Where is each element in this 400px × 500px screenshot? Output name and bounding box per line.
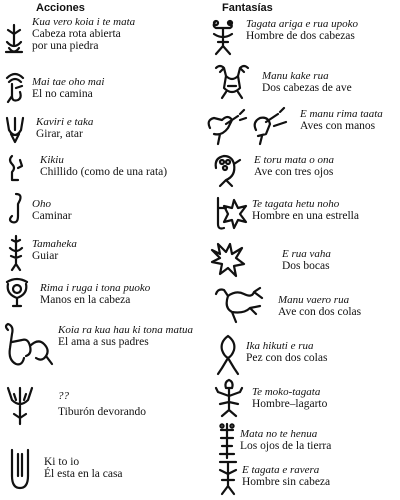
entry-meaning: El no camina — [32, 88, 93, 100]
three-eyed-bird-glyph — [210, 150, 250, 190]
entry-name: Ika hikuti e rua — [246, 340, 314, 352]
entry-meaning: Tiburón devorando — [58, 406, 147, 418]
not-walking-glyph — [4, 70, 26, 106]
in-the-house-glyph — [6, 446, 34, 494]
entry-name: Kua vero koia i te mata — [32, 16, 136, 28]
walk-glyph — [6, 190, 26, 228]
hands-on-head-glyph — [4, 276, 30, 310]
entry-meaning: Dos cabezas de ave — [262, 82, 352, 94]
entry-meaning: Aves con manos — [300, 120, 376, 132]
two-headed-man-glyph — [210, 18, 236, 58]
entry-meaning: Él esta en la casa — [44, 468, 123, 480]
entry-meaning: El ama a sus padres — [58, 336, 149, 348]
entry-meaning: Girar, atar — [36, 128, 83, 140]
entry-meaning: Pez con dos colas — [246, 352, 328, 364]
entry-meaning: Cabeza rota abierta — [32, 28, 121, 40]
entry-name: Rima i ruga i tona puoko — [40, 282, 151, 294]
entry-meaning: Ave con dos colas — [278, 306, 362, 318]
two-tailed-fish-glyph — [214, 334, 242, 376]
entry-meaning: Los ojos de la tierra — [240, 440, 332, 452]
two-tailed-bird-glyph — [210, 284, 266, 328]
headless-man-glyph — [216, 458, 240, 498]
entry-meaning: Hombre–lagarto — [252, 398, 328, 410]
eyes-of-earth-glyph — [216, 422, 238, 460]
squeak-glyph — [4, 152, 28, 184]
turn-tie-glyph — [3, 114, 27, 144]
birds-with-hands-glyph — [204, 106, 292, 148]
entry-meaning: Manos en la cabeza — [40, 294, 131, 306]
entry-name: Oho — [32, 198, 51, 210]
entry-meaning-line2: por una piedra — [32, 40, 99, 52]
guide-glyph — [6, 234, 26, 272]
entry-name: Te moko-tagata — [252, 386, 321, 398]
entry-name: Manu vaero rua — [278, 294, 350, 306]
broken-head-glyph — [3, 22, 25, 58]
entry-name: Te tagata hetu noho — [252, 198, 340, 210]
header-acciones: Acciones — [36, 2, 85, 14]
entry-name: Tamaheka — [32, 238, 77, 250]
entry-name: Koia ra kua hau ki tona matua — [58, 324, 194, 336]
lizard-man-glyph — [212, 378, 246, 420]
entry-meaning: Dos bocas — [282, 260, 330, 272]
entry-name: Mata no te henua — [240, 428, 318, 440]
entry-meaning: Caminar — [32, 210, 72, 222]
shark-devouring-glyph — [4, 384, 38, 428]
header-fantasias: Fantasías — [222, 2, 273, 14]
entry-name: Tagata ariga e rua upoko — [246, 18, 359, 30]
two-mouths-glyph — [208, 240, 248, 280]
loves-parents-glyph — [2, 322, 56, 370]
entry-name: Kikiu — [40, 154, 64, 166]
entry-name: E manu rima taata — [300, 108, 383, 120]
entry-name: Kaviri e taka — [36, 116, 94, 128]
entry-meaning: Hombre sin cabeza — [242, 476, 331, 488]
entry-name: Ki to io — [44, 456, 80, 468]
entry-name: ?? — [58, 390, 69, 402]
entry-name: E tagata e ravera — [242, 464, 320, 476]
entry-meaning: Hombre en una estrella — [252, 210, 359, 222]
entry-name: Manu kake rua — [262, 70, 329, 82]
entry-meaning: Chillido (como de una rata) — [40, 166, 168, 178]
man-in-star-glyph — [210, 194, 250, 234]
entry-meaning: Hombre de dos cabezas — [246, 30, 355, 42]
entry-meaning: Guiar — [32, 250, 59, 262]
entry-name: E toru mata o ona — [254, 154, 335, 166]
entry-meaning: Ave con tres ojos — [254, 166, 334, 178]
entry-name: Mai tae oho mai — [32, 76, 105, 88]
entry-name: E rua vaha — [282, 248, 331, 260]
two-bird-heads-glyph — [212, 62, 252, 102]
